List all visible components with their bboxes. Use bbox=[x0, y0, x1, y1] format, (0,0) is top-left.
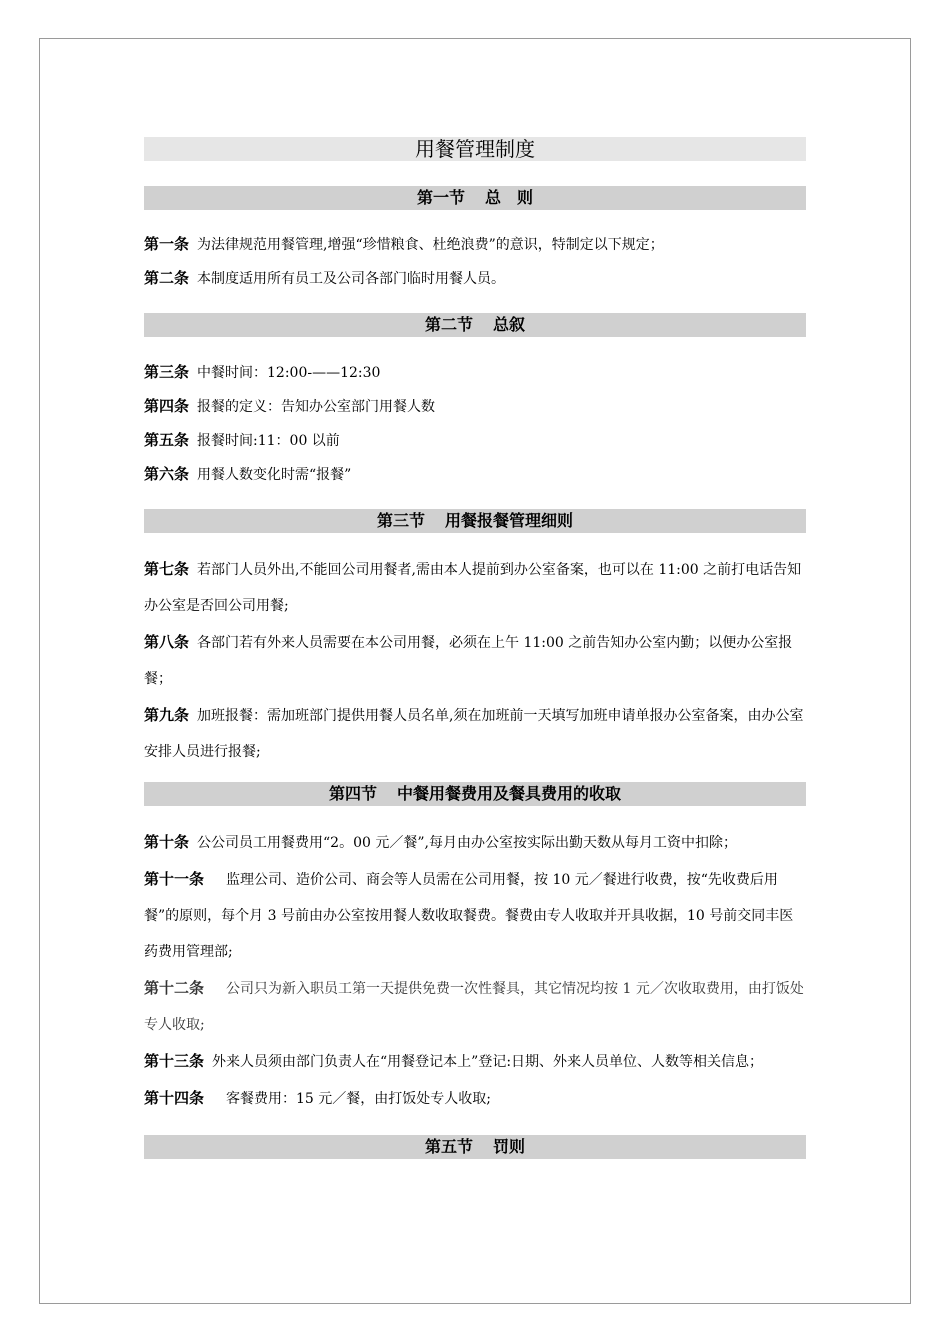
article-text: 报餐时间:11：00 以前 bbox=[197, 433, 340, 449]
article-text: 各部门若有外来人员需要在本公司用餐，必须在上午 11:00 之前告知办公室内勤；以便办公室报餐； bbox=[144, 635, 793, 687]
article-label: 第五条 bbox=[144, 431, 190, 449]
article-label: 第八条 bbox=[144, 633, 190, 651]
section-number: 第五节 bbox=[424, 1137, 473, 1156]
article-label: 第十条 bbox=[144, 833, 190, 851]
article-text: 公司只为新入职员工第一天提供免费一次性餐具，其它情况均按 1 元／次收取费用，由打饭处专人收取; bbox=[144, 981, 804, 1033]
article-label: 第十二条 bbox=[144, 979, 205, 997]
article-text: 外来人员须由部门负责人在“用餐登记本上”登记:日期、外来人员单位、人数等相关信息； bbox=[212, 1054, 764, 1070]
article-1 bbox=[144, 228, 806, 262]
article-label: 第三条 bbox=[144, 363, 190, 381]
article-text: 本制度适用所有员工及公司各部门临时用餐人员。 bbox=[197, 271, 506, 287]
article-text: 客餐费用：15 元／餐，由打饭处专人收取; bbox=[212, 1091, 491, 1107]
article-label: 第六条 bbox=[144, 465, 190, 483]
section-name: 总叙 bbox=[493, 315, 526, 334]
article-8 bbox=[144, 624, 806, 697]
section-heading-3 bbox=[144, 509, 806, 533]
section-heading-5 bbox=[144, 1135, 806, 1159]
article-text: 报餐的定义：告知办公室部门用餐人数 bbox=[197, 399, 436, 415]
article-label: 第七条 bbox=[144, 560, 190, 578]
article-6 bbox=[144, 458, 806, 492]
section-name: 中餐用餐费用及餐具费用的收取 bbox=[397, 784, 622, 803]
section-heading-4 bbox=[144, 782, 806, 806]
section-heading-2 bbox=[144, 313, 806, 337]
section-number: 第三节 bbox=[376, 511, 425, 530]
article-label: 第一条 bbox=[144, 235, 190, 253]
document-body bbox=[144, 137, 806, 1159]
article-13 bbox=[144, 1043, 806, 1080]
article-4 bbox=[144, 390, 806, 424]
article-label: 第十四条 bbox=[144, 1089, 205, 1107]
article-text: 为法律规范用餐管理,增强“珍惜粮食、杜绝浪费”的意识，特制定以下规定； bbox=[197, 237, 664, 253]
article-text: 若部门人员外出,不能回公司用餐者,需由本人提前到办公室备案，也可以在 11:00 之前打电话告知办公室是否回公司用餐; bbox=[144, 562, 802, 614]
article-label: 第十三条 bbox=[144, 1052, 205, 1070]
article-7 bbox=[144, 551, 806, 624]
section-heading-1 bbox=[144, 186, 806, 210]
section-name: 总 则 bbox=[485, 188, 534, 207]
article-14 bbox=[144, 1080, 806, 1117]
article-label: 第四条 bbox=[144, 397, 190, 415]
article-label: 第九条 bbox=[144, 706, 190, 724]
article-12 bbox=[144, 970, 806, 1043]
article-text: 公公司员工用餐费用“2。00 元／餐”,每月由办公室按实际出勤天数从每月工资中扣除； bbox=[197, 835, 737, 851]
article-text: 中餐时间：12:00-——12:30 bbox=[197, 365, 381, 381]
section-name: 罚则 bbox=[493, 1137, 526, 1156]
article-5 bbox=[144, 424, 806, 458]
article-11 bbox=[144, 861, 806, 970]
section-number: 第一节 bbox=[416, 188, 465, 207]
article-10 bbox=[144, 824, 806, 861]
article-3 bbox=[144, 356, 806, 390]
article-label: 第二条 bbox=[144, 269, 190, 287]
section-number: 第四节 bbox=[328, 784, 377, 803]
document-title: 用餐管理制度 bbox=[144, 137, 806, 161]
section-number: 第二节 bbox=[424, 315, 473, 334]
article-text: 加班报餐：需加班部门提供用餐人员名单,须在加班前一天填写加班申请单报办公室备案，由办公室安排人员进行报餐; bbox=[144, 708, 804, 760]
article-2 bbox=[144, 262, 806, 296]
article-text: 用餐人数变化时需“报餐” bbox=[197, 467, 352, 483]
article-label: 第十一条 bbox=[144, 870, 205, 888]
article-text: 监理公司、造价公司、商会等人员需在公司用餐，按 10 元／餐进行收费，按“先收费后用餐”的原则，每个月 3 号前由办公室按用餐人数收取餐费。餐费由专人收取并开具收据，10 号前交同丰医药费用管理部; bbox=[144, 872, 794, 960]
article-9 bbox=[144, 697, 806, 770]
section-name: 用餐报餐管理细则 bbox=[445, 511, 574, 530]
